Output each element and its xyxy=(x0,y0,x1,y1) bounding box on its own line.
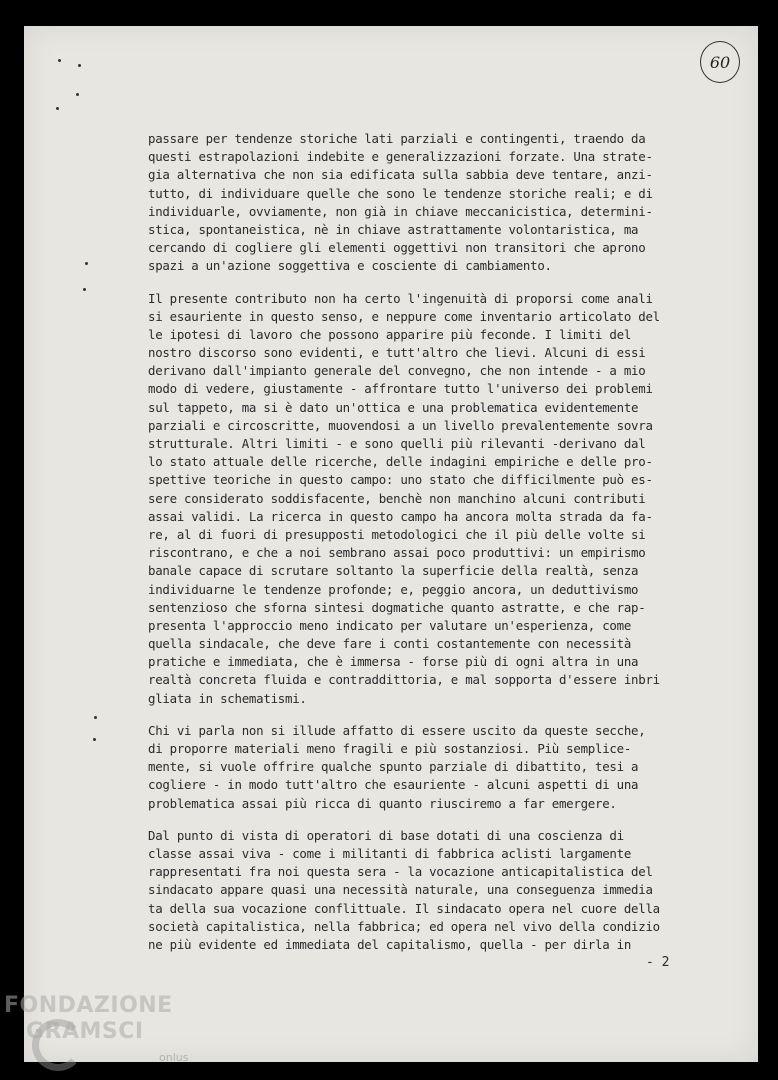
text-line: banale capace di scrutare soltanto la superficie della realtà, senza xyxy=(148,563,639,579)
text-line: tutto, di individuare quelle che sono le tendenze storiche reali; e di xyxy=(148,185,653,201)
text-line: Chi vi parla non si illude affatto di essere uscito da queste secche, xyxy=(148,722,646,738)
text-line: ne più evidente ed immediata del capitalismo, quella - per dirla in xyxy=(148,936,632,952)
text-line: parziali e circoscritte, muovendosi a un livello prevalentemente sovra xyxy=(148,417,653,433)
typed-text-body xyxy=(148,130,678,968)
text-line: strutturale. Altri limiti - e sono quelli più rilevanti -derivano dal xyxy=(148,436,646,451)
text-line: spettive teoriche in questo campo: uno stato che difficilmente può es- xyxy=(148,472,653,488)
watermark-logo xyxy=(4,993,204,1078)
margin-mark xyxy=(76,93,79,96)
paragraph-4 xyxy=(148,827,678,954)
text-line: nostro discorso sono evidenti, e tutt'altro che lievi. Alcuni di essi xyxy=(148,345,646,361)
margin-mark xyxy=(93,738,96,741)
margin-mark xyxy=(94,716,97,719)
paragraph-1 xyxy=(148,130,678,276)
text-line: rappresentati fra noi questa sera - la vocazione anticapitalistica del xyxy=(148,864,653,880)
text-line: di proporre materiali meno fragili e più sostanziosi. Più semplice- xyxy=(148,741,632,756)
text-line: passare per tendenze storiche lati parziali e contingenti, traendo da xyxy=(148,131,646,146)
text-line: cogliere - in modo tutt'altro che esauriente - alcuni aspetti di una xyxy=(148,777,639,793)
margin-mark xyxy=(56,107,59,110)
text-line: ta della sua vocazione conflittuale. Il sindacato opera nel cuore della xyxy=(148,900,660,916)
margin-mark xyxy=(58,59,61,62)
paragraph-3 xyxy=(148,722,678,813)
text-line: realtà concreta fluida e contraddittoria, e mal sopporta d'essere inbri xyxy=(148,672,660,688)
text-line: gia alternativa che non sia edificata sulla sabbia deve tentare, anzi- xyxy=(148,167,653,183)
text-line: si esauriente in questo senso, e neppure come inventario articolato del xyxy=(148,308,660,324)
margin-mark xyxy=(83,288,86,291)
text-line: sindacato appare quasi una necessità naturale, una conseguenza immedia xyxy=(148,882,653,898)
text-line: gliata in schematismi. xyxy=(148,690,307,706)
text-line: assai validi. La ricerca in questo campo ha ancora molta strada da fa- xyxy=(148,508,653,524)
document-page xyxy=(24,26,758,1062)
text-line: sentenzioso che sforna sintesi dogmatiche quanto astratte, e che rap- xyxy=(148,599,646,615)
text-line: mente, si vuole offrire qualche spunto parziale di dibattito, tesi a xyxy=(148,759,639,775)
text-line: società capitalistica, nella fabbrica; ed opera nel vivo della condizio xyxy=(148,918,660,934)
watermark-line2: GRAMSCI xyxy=(26,1019,144,1044)
text-line: Il presente contributo non ha certo l'ingenuità di proporsi come anali xyxy=(148,290,653,306)
text-line: modo di vedere, giustamente - affrontare tutto l'universo dei problemi xyxy=(148,381,653,397)
text-line: spazi a un'azione soggettiva e cosciente di cambiamento. xyxy=(148,258,552,274)
text-line: lo stato attuale delle ricerche, delle indagini empiriche e delle pro- xyxy=(148,454,653,470)
text-line: problematica assai più ricca di quanto riusciremo a far emergere. xyxy=(148,795,617,811)
text-line: re, al di fuori di presupposti metodologici che il più delle volte si xyxy=(148,526,646,542)
paragraph-2 xyxy=(148,290,678,708)
text-line: pratiche e immediata, che è immersa - forse più di ogni altra in una xyxy=(148,654,639,670)
text-line: quella sindacale, che deve fare i conti costantemente con necessità xyxy=(148,636,632,652)
text-line: classe assai viva - come i militanti di fabbrica aclisti largamente xyxy=(148,845,632,861)
margin-mark xyxy=(78,64,81,67)
text-line: sul tappeto, ma si è dato un'ottica e una problematica evidentemente xyxy=(148,399,639,415)
text-line: riscontrano, e che a noi sembrano assai poco produttivi: un empirismo xyxy=(148,545,646,561)
text-line: individuarle, ovviamente, non già in chiave meccanicistica, determini- xyxy=(148,203,653,219)
watermark-line1: FONDAZIONE xyxy=(4,993,173,1018)
text-line: derivano dall'impianto generale del convegno, che non intende - a mio xyxy=(148,363,646,379)
margin-mark xyxy=(85,262,88,265)
page-number: - 2 xyxy=(646,955,670,970)
text-line: sere considerato soddisfacente, benchè non manchino alcuni contributi xyxy=(148,490,646,506)
text-line: cercando di cogliere gli elementi oggettivi non transitori che aprono xyxy=(148,240,646,256)
text-line: presenta l'approccio meno indicato per valutare un'esperienza, come xyxy=(148,617,632,633)
page-mark-circled: 60 xyxy=(700,41,740,83)
text-line: Dal punto di vista di operatori di base dotati di una coscienza di xyxy=(148,827,624,843)
text-line: stica, spontaneistica, nè in chiave astrattamente volontaristica, ma xyxy=(148,221,639,237)
text-line: questi estrapolazioni indebite e generalizzazioni forzate. Una strate- xyxy=(148,149,653,165)
text-line: le ipotesi di lavoro che possono apparire più feconde. I limiti del xyxy=(148,326,632,342)
watermark-sub: onlus xyxy=(159,1051,189,1064)
text-line: individuarne le tendenze profonde; e, peggio ancora, un deduttivismo xyxy=(148,581,639,597)
